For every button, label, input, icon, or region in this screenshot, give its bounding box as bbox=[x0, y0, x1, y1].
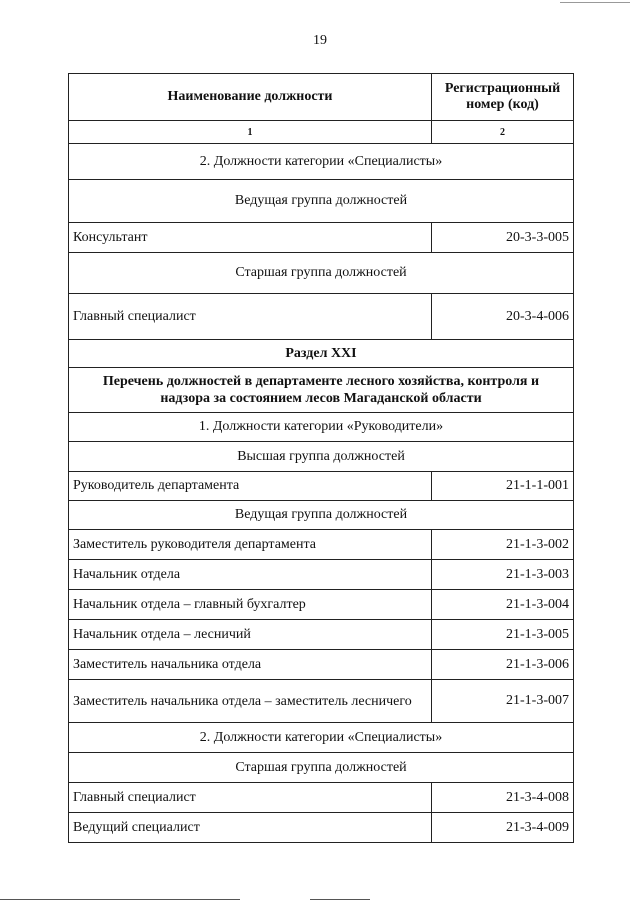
group-row bbox=[69, 180, 574, 223]
position-code: 21-1-3-002 bbox=[432, 530, 574, 559]
category-row bbox=[69, 723, 574, 753]
group-row bbox=[69, 442, 574, 472]
table-row bbox=[69, 294, 574, 340]
position-name: Заместитель руководителя департамента bbox=[69, 530, 432, 559]
category-row bbox=[69, 413, 574, 442]
table-header-row bbox=[69, 74, 574, 121]
column-number-row bbox=[69, 121, 574, 144]
table-row bbox=[69, 472, 574, 501]
position-name: Ведущий специалист bbox=[69, 813, 432, 842]
position-name: Главный специалист bbox=[69, 294, 432, 339]
section-title: Раздел XXI bbox=[69, 340, 574, 367]
category-title: 2. Должности категории «Специалисты» bbox=[69, 723, 574, 752]
position-code: 21-1-3-004 bbox=[432, 590, 574, 619]
position-code: 21-1-3-007 bbox=[432, 680, 574, 722]
scan-mark-bottom-left bbox=[0, 899, 240, 900]
position-code: 21-1-3-006 bbox=[432, 650, 574, 679]
scan-mark-top-right bbox=[560, 2, 630, 3]
page-number: 19 bbox=[313, 33, 327, 48]
position-code: 21-3-4-008 bbox=[432, 783, 574, 812]
table-row bbox=[69, 620, 574, 650]
section-description-row bbox=[69, 368, 574, 413]
section-row bbox=[69, 340, 574, 368]
position-name: Главный специалист bbox=[69, 783, 432, 812]
position-code: 21-1-3-005 bbox=[432, 620, 574, 649]
column-number-2: 2 bbox=[432, 121, 574, 143]
group-title: Ведущая группа должностей bbox=[69, 501, 574, 529]
group-row bbox=[69, 253, 574, 294]
column-number-1: 1 bbox=[69, 121, 432, 143]
section-description: Перечень должностей в департаменте лесного хозяйства, контроля и надзора за состоянием лесов Магаданской области bbox=[69, 368, 574, 412]
category-title: 2. Должности категории «Специалисты» bbox=[69, 144, 574, 179]
table-row bbox=[69, 680, 574, 723]
group-title: Старшая группа должностей bbox=[69, 253, 574, 293]
group-title: Старшая группа должностей bbox=[69, 753, 574, 782]
group-row bbox=[69, 753, 574, 783]
position-code: 21-1-3-003 bbox=[432, 560, 574, 589]
table-row bbox=[69, 530, 574, 560]
category-row bbox=[69, 144, 574, 180]
position-name: Заместитель начальника отдела bbox=[69, 650, 432, 679]
position-name: Начальник отдела bbox=[69, 560, 432, 589]
position-code: 20-3-4-006 bbox=[432, 294, 574, 339]
column-header-name: Наименование должности bbox=[69, 74, 432, 120]
position-name: Заместитель начальника отдела – заместитель лесничего bbox=[69, 680, 432, 722]
position-name: Консультант bbox=[69, 223, 432, 252]
table-row bbox=[69, 590, 574, 620]
positions-table bbox=[68, 73, 574, 843]
scan-mark-bottom-center bbox=[310, 899, 370, 900]
group-title: Ведущая группа должностей bbox=[69, 180, 574, 222]
table-row bbox=[69, 223, 574, 253]
group-title: Высшая группа должностей bbox=[69, 442, 574, 471]
position-name: Начальник отдела – лесничий bbox=[69, 620, 432, 649]
position-name: Начальник отдела – главный бухгалтер bbox=[69, 590, 432, 619]
group-row bbox=[69, 501, 574, 530]
table-row bbox=[69, 783, 574, 813]
position-code: 21-1-1-001 bbox=[432, 472, 574, 500]
category-title: 1. Должности категории «Руководители» bbox=[69, 413, 574, 441]
position-code: 21-3-4-009 bbox=[432, 813, 574, 842]
position-name: Руководитель департамента bbox=[69, 472, 432, 500]
table-row bbox=[69, 560, 574, 590]
column-header-code: Регистрационный номер (код) bbox=[432, 74, 574, 120]
table-row bbox=[69, 650, 574, 680]
table-row bbox=[69, 813, 574, 843]
position-code: 20-3-3-005 bbox=[432, 223, 574, 252]
